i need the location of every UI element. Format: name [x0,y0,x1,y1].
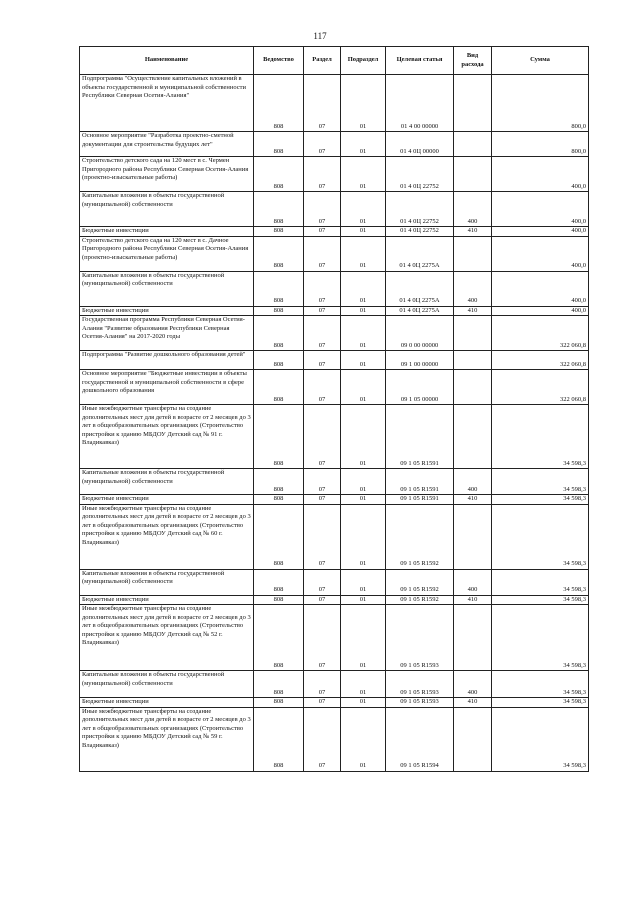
cell-name: Иные межбюджетные трансферты на создание дополнительных мест для детей в возрасте от 2 месяцев до 3 лет в общеобразовательных организациях (Строительство пристройки к зданию МБДОУ Детский сад № 91 г. Владикавказ) [80,405,254,469]
cell-target-article: 09 1 05 R1592 [386,569,454,595]
cell-sum: 34 598,3 [492,698,589,708]
cell-section: 07 [304,595,341,605]
cell-section: 07 [304,132,341,157]
cell-subsection: 01 [341,192,386,227]
cell-target-article: 09 1 05 R1592 [386,504,454,569]
cell-expense-type [454,370,492,405]
cell-expense-type [454,132,492,157]
cell-sum: 400,0 [492,192,589,227]
cell-sum: 34 598,3 [492,595,589,605]
cell-subsection: 01 [341,504,386,569]
table-row [80,495,589,505]
cell-department: 808 [254,495,304,505]
cell-subsection: 01 [341,569,386,595]
cell-target-article: 09 0 00 00000 [386,316,454,351]
page-number: 117 [313,31,327,41]
cell-department: 808 [254,351,304,370]
cell-department: 808 [254,316,304,351]
cell-section: 07 [304,370,341,405]
cell-department: 808 [254,271,304,306]
cell-target-article: 09 1 05 00000 [386,370,454,405]
cell-sum: 34 598,3 [492,671,589,698]
cell-target-article: 01 4 0Ц 22752 [386,192,454,227]
cell-subsection: 01 [341,370,386,405]
cell-section: 07 [304,351,341,370]
table-row [80,370,589,405]
cell-target-article: 09 1 05 R1593 [386,698,454,708]
cell-target-article: 01 4 0Ц 2275А [386,306,454,316]
table-row [80,192,589,227]
cell-expense-type: 410 [454,306,492,316]
cell-department: 808 [254,192,304,227]
cell-target-article: 09 1 05 R1594 [386,707,454,771]
cell-section: 07 [304,605,341,671]
cell-subsection: 01 [341,271,386,306]
cell-name: Иные межбюджетные трансферты на создание дополнительных мест для детей в возрасте от 2 месяцев до 3 лет в общеобразовательных организациях (Строительство пристройки к зданию МБДОУ Детский сад № 60 г. Владикавказ) [80,504,254,569]
cell-sum: 400,0 [492,271,589,306]
cell-subsection: 01 [341,157,386,192]
cell-subsection: 01 [341,236,386,271]
table-row [80,157,589,192]
cell-subsection: 01 [341,495,386,505]
cell-section: 07 [304,236,341,271]
table-row [80,351,589,370]
cell-target-article: 09 1 05 R1593 [386,605,454,671]
cell-expense-type: 400 [454,192,492,227]
cell-target-article: 01 4 0Ц 2275А [386,236,454,271]
cell-sum: 34 598,3 [492,504,589,569]
cell-department: 808 [254,707,304,771]
cell-department: 808 [254,698,304,708]
cell-department: 808 [254,227,304,237]
header-department: Ведомство [254,47,304,75]
table-row [80,569,589,595]
cell-target-article: 09 1 05 R1591 [386,495,454,505]
cell-sum: 400,0 [492,157,589,192]
table-row [80,595,589,605]
cell-expense-type [454,351,492,370]
cell-sum: 34 598,3 [492,707,589,771]
cell-subsection: 01 [341,227,386,237]
cell-sum: 34 598,3 [492,605,589,671]
cell-section: 07 [304,306,341,316]
cell-expense-type [454,504,492,569]
cell-name: Бюджетные инвестиции [80,495,254,505]
cell-name: Подпрограмма "Развитие дошкольного образования детей" [80,351,254,370]
cell-subsection: 01 [341,605,386,671]
cell-target-article: 01 4 0Ц 22752 [386,157,454,192]
cell-name: Бюджетные инвестиции [80,306,254,316]
cell-target-article: 09 1 05 R1592 [386,595,454,605]
cell-subsection: 01 [341,132,386,157]
cell-expense-type: 410 [454,595,492,605]
table-row [80,132,589,157]
cell-department: 808 [254,306,304,316]
cell-department: 808 [254,370,304,405]
table-row [80,316,589,351]
budget-table [79,46,589,772]
cell-expense-type [454,236,492,271]
table-row [80,671,589,698]
cell-expense-type: 400 [454,469,492,495]
cell-section: 07 [304,671,341,698]
cell-department: 808 [254,569,304,595]
cell-target-article: 01 4 00 00000 [386,75,454,132]
cell-sum: 34 598,3 [492,405,589,469]
table-row [80,707,589,771]
cell-expense-type: 410 [454,495,492,505]
cell-name: Основное мероприятие "Бюджетные инвестиции в объекты государственной и муниципальной собственности в сфере дошкольного образования [80,370,254,405]
cell-name: Иные межбюджетные трансферты на создание дополнительных мест для детей в возрасте от 2 месяцев до 3 лет в общеобразовательных организациях (Строительство пристройки к зданию МБДОУ Детский сад № 52 г. Владикавказ) [80,605,254,671]
table-row [80,405,589,469]
cell-section: 07 [304,75,341,132]
cell-subsection: 01 [341,405,386,469]
cell-section: 07 [304,157,341,192]
cell-name: Капитальные вложения в объекты государственной (муниципальной) собственности [80,671,254,698]
cell-section: 07 [304,469,341,495]
cell-sum: 800,0 [492,132,589,157]
cell-sum: 34 598,3 [492,495,589,505]
cell-expense-type [454,405,492,469]
header-expense-type: Вид расхода [454,47,492,75]
header-section: Раздел [304,47,341,75]
cell-department: 808 [254,236,304,271]
cell-section: 07 [304,316,341,351]
cell-section: 07 [304,504,341,569]
cell-subsection: 01 [341,306,386,316]
cell-expense-type: 400 [454,271,492,306]
cell-target-article: 01 4 0Ц 2275А [386,271,454,306]
cell-expense-type [454,75,492,132]
cell-name: Иные межбюджетные трансферты на создание дополнительных мест для детей в возрасте от 2 месяцев до 3 лет в общеобразовательных организациях (Строительство пристройки к зданию МБДОУ Детский сад № 59 г. Владикавказ) [80,707,254,771]
cell-name: Основное мероприятие "Разработка проектно-сметной документации для строительства будущих лет" [80,132,254,157]
cell-department: 808 [254,469,304,495]
cell-sum: 322 060,8 [492,370,589,405]
cell-subsection: 01 [341,75,386,132]
cell-department: 808 [254,595,304,605]
table-header-row [80,47,589,75]
cell-name: Капитальные вложения в объекты государственной (муниципальной) собственности [80,192,254,227]
cell-name: Подпрограмма "Осуществление капитальных вложений в объекты государственной и муниципальной собственности Республики Северная Осетия-Алания" [80,75,254,132]
header-sum: Сумма [492,47,589,75]
cell-name: Капитальные вложения в объекты государственной (муниципальной) собственности [80,569,254,595]
cell-expense-type [454,605,492,671]
cell-department: 808 [254,132,304,157]
cell-subsection: 01 [341,671,386,698]
table-row [80,236,589,271]
cell-name: Капитальные вложения в объекты государственной (муниципальной) собственности [80,469,254,495]
cell-sum: 34 598,3 [492,569,589,595]
table-row [80,698,589,708]
header-target-article: Целевая статья [386,47,454,75]
cell-name: Строительство детского сада на 120 мест в с. Чермен Пригородного района Республики Северная Осетия-Алания (проектно-изыскательные работы) [80,157,254,192]
cell-department: 808 [254,671,304,698]
cell-sum: 800,0 [492,75,589,132]
cell-expense-type: 400 [454,671,492,698]
cell-section: 07 [304,271,341,306]
cell-target-article: 01 4 0Ц 22752 [386,227,454,237]
cell-section: 07 [304,405,341,469]
cell-name: Капитальные вложения в объекты государственной (муниципальной) собственности [80,271,254,306]
table-row [80,504,589,569]
cell-section: 07 [304,569,341,595]
cell-expense-type: 410 [454,698,492,708]
header-subsection: Подраздел [341,47,386,75]
cell-name: Бюджетные инвестиции [80,698,254,708]
cell-target-article: 09 1 05 R1591 [386,469,454,495]
cell-expense-type [454,316,492,351]
header-name: Наименование [80,47,254,75]
cell-department: 808 [254,75,304,132]
cell-subsection: 01 [341,351,386,370]
cell-subsection: 01 [341,707,386,771]
cell-department: 808 [254,605,304,671]
cell-department: 808 [254,157,304,192]
cell-expense-type [454,707,492,771]
cell-sum: 400,0 [492,236,589,271]
cell-subsection: 01 [341,316,386,351]
cell-expense-type: 410 [454,227,492,237]
cell-subsection: 01 [341,698,386,708]
cell-name: Строительство детского сада на 120 мест в с. Дачное Пригородного района Республики Северная Осетия-Алания (проектно-изыскательные работы) [80,236,254,271]
cell-target-article: 01 4 0Ц 00000 [386,132,454,157]
table-row [80,306,589,316]
cell-name: Бюджетные инвестиции [80,595,254,605]
cell-department: 808 [254,504,304,569]
table-row [80,227,589,237]
cell-section: 07 [304,495,341,505]
cell-target-article: 09 1 05 R1591 [386,405,454,469]
table-row [80,605,589,671]
cell-department: 808 [254,405,304,469]
cell-sum: 34 598,3 [492,469,589,495]
cell-section: 07 [304,698,341,708]
cell-sum: 322 060,8 [492,316,589,351]
cell-section: 07 [304,227,341,237]
cell-expense-type [454,157,492,192]
cell-sum: 322 060,8 [492,351,589,370]
table-row [80,75,589,132]
cell-name: Бюджетные инвестиции [80,227,254,237]
table-row [80,469,589,495]
cell-target-article: 09 1 00 00000 [386,351,454,370]
cell-subsection: 01 [341,469,386,495]
cell-name: Государственная программа Республики Северная Осетия-Алания "Развитие образования Республики Северная Осетия-Алания" на 2017-2020 годы [80,316,254,351]
cell-sum: 400,0 [492,306,589,316]
cell-expense-type: 400 [454,569,492,595]
table-row [80,271,589,306]
cell-sum: 400,0 [492,227,589,237]
cell-target-article: 09 1 05 R1593 [386,671,454,698]
cell-section: 07 [304,707,341,771]
cell-subsection: 01 [341,595,386,605]
cell-section: 07 [304,192,341,227]
